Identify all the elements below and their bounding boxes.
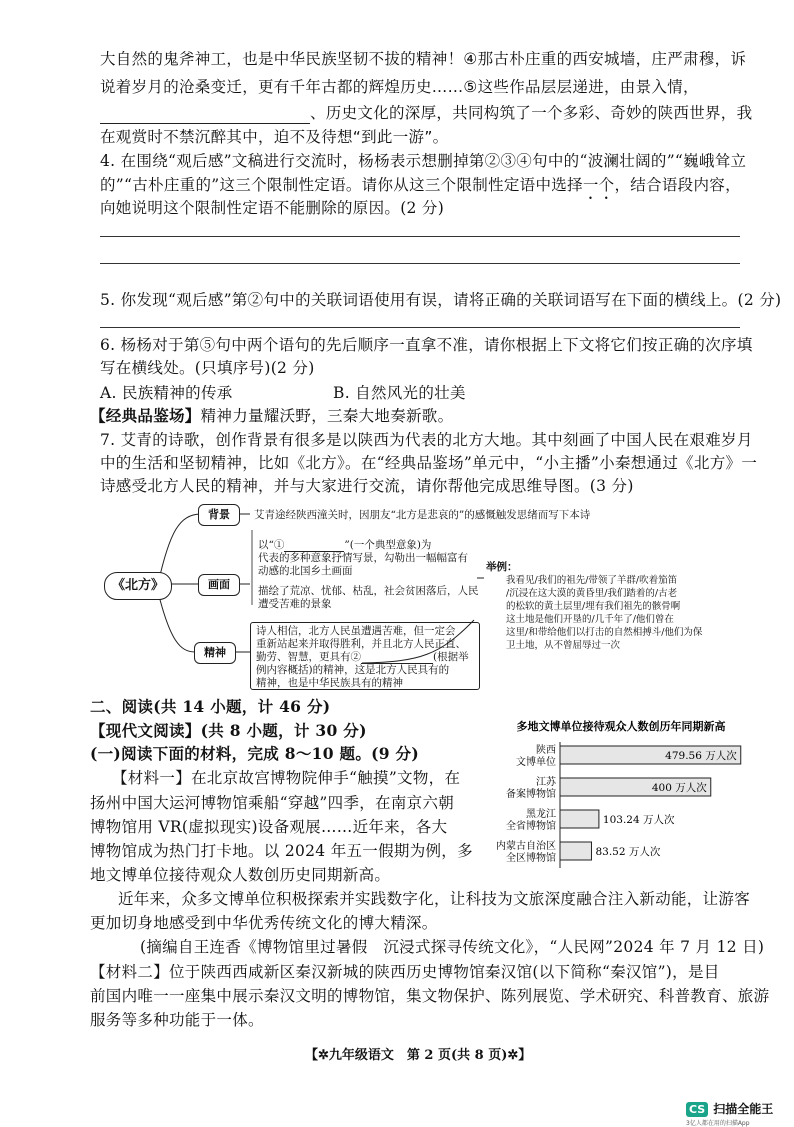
mindmap-ex-line-5: 这里/和带给他们以打击的自然相搏斗/他们为保	[506, 627, 703, 638]
q7-line-3: 诗感受北方人民的精神，并与大家进行交流，请你帮他完成思维导图。(3 分)	[100, 477, 634, 495]
mindmap-node-picture: 画面	[198, 574, 240, 596]
mindmap-sp-line-2: 重新站起来并取得胜利，并且北方人民正直、	[256, 638, 466, 650]
mindmap-pic-line-1a: 以“①	[258, 539, 285, 551]
page-footer: 【✲九年级语文 第 2 页(共 8 页)✲】	[305, 1048, 532, 1063]
mindmap-sp-line-3	[256, 650, 469, 664]
mindmap-ex-line-4: 这土地是他们开垦的/几千年了/他们曾在	[506, 614, 674, 625]
chart-category-label: 黑龙江	[526, 809, 556, 820]
section-classic-text: 精神力量耀沃野，三秦大地奏新歌。	[200, 407, 454, 425]
mindmap-pic-line-1	[258, 538, 431, 552]
q4-line-2a: 的”“古朴庄重的”这三个限制性定语。请你从这三个限制性定语中选择	[100, 176, 583, 194]
mindmap-sp-line-3b: (根据举	[433, 651, 469, 663]
reading-modern: 【现代文阅读】(共 8 小题，计 30 分)	[90, 721, 367, 740]
mindmap-sp-line-5: 精神，也是中华民族具有的精神	[256, 677, 403, 689]
mindmap-node-spirit: 精神	[194, 642, 236, 664]
scanner-name: 扫描全能王	[713, 1102, 774, 1116]
chart-category-label: 全省博物馆	[506, 821, 556, 832]
chart-category-label: 全区博物馆	[506, 853, 556, 864]
mindmap-ex-line-3: 的松软的黄土层里/埋有我们祖先的骸骨啊	[506, 601, 681, 612]
mindmap-pic-line-4: 描绘了荒凉、忧郁、枯乱，社会贫困落后，人民	[258, 585, 479, 597]
material-2-line-2: 前国内唯一一座集中展示秦汉文明的博物馆，集文物保护、陈列展览、学术研究、科普教育、旅游	[90, 987, 770, 1005]
q4-line-2b: ，结合语段内容，	[614, 176, 741, 194]
mindmap-sp-line-1: 诗人相信，北方人民虽遭遇苦难，但一定会	[256, 625, 456, 637]
mindmap-sp-line-3a: 勤劳、智慧，更具有②	[256, 651, 361, 663]
mindmap-sp-line-4: 例内容概括)的精神，这是北方人民具有的	[256, 664, 450, 676]
material-1-line-1: 【材料一】在北京故宫博物院伸手“触摸”文物，在	[112, 769, 461, 787]
mindmap-ex-line-1: 我看见/我们的祖先/带领了羊群/吹着笳笛	[506, 575, 678, 586]
q4-line-1: 4. 在围绕“观后感”文稿进行交流时，杨杨表示想删掉第②③④句中的“波澜壮阔的”“巍峨耸立	[100, 152, 747, 170]
chart-category-label: 文博单位	[516, 757, 556, 768]
mindmap-node-background: 背景	[198, 504, 240, 526]
q7-line-2: 中的生活和坚韧精神，比如《北方》。在“经典品鉴场”单元中，“小主播”小秦想通过《北方》一	[100, 454, 758, 472]
chart-value-label: 103.24 万人次	[602, 814, 675, 826]
chart-svg	[476, 718, 766, 878]
source-line: (摘编自王连香《博物馆里过暑假 沉浸式探寻传统文化》，“人民网”2024 年 7 月 12 日)	[140, 938, 765, 956]
chart-value-label: 83.52 万人次	[595, 846, 661, 858]
section-classic-label: 【经典品鉴场】	[90, 406, 201, 425]
chart-bar	[560, 810, 599, 828]
mindmap-example-title: 举例：	[486, 561, 518, 573]
reading-part-1: (一)阅读下面的材料，完成 8～10 题。(9 分)	[90, 744, 419, 763]
q4-line-3: 向她说明这个限制性定语不能删除的原因。(2 分)	[100, 199, 445, 217]
visitor-bar-chart	[476, 718, 766, 878]
para-2-line-1: 近年来，众多文博单位积极探索并实践数字化，让科技为文旅深度融合注入新动能，让游客	[118, 890, 751, 908]
chart-category-label: 江苏	[536, 777, 556, 788]
chart-value-label: 400 万人次	[651, 782, 707, 794]
essay-line-4: 在观赏时不禁沉醉其中，迫不及待想“到此一游”。	[100, 128, 449, 146]
chart-value-label: 479.56 万人次	[665, 750, 737, 762]
mindmap-pic-line-2: 代表的多种意象抒情写景，勾勒出一幅幅富有	[258, 552, 468, 564]
mindmap-bg-text: 艾青途经陕西潼关时，因朋友“北方是悲哀的”的感慨触发思绪而写下本诗	[254, 509, 591, 521]
material-1-line-2: 扬州中国大运河博物馆乘船“穿越”四季，在南京六朝	[90, 794, 455, 812]
mindmap-center: 《北方》	[104, 572, 172, 600]
scanner-sub: 3亿人都在用的扫描App	[686, 1120, 750, 1127]
chart-title: 多地文博单位接待观众人数创历年同期新高	[516, 720, 726, 733]
para-2-line-2: 更加切身地感受到中华优秀传统文化的博大精深。	[90, 914, 438, 932]
chart-category-label: 内蒙古自治区	[496, 841, 556, 852]
q6-line-1: 6. 杨杨对于第⑤句中两个语句的先后顺序一直拿不准，请你根据上下文将它们按正确的次序填	[100, 336, 753, 354]
essay-line-2: 说着岁月的沧桑变迁，更有千年古都的辉煌历史……⑤这些作品层层递进，由景入情，	[100, 78, 699, 96]
q6-option-b: B. 自然风光的壮美	[333, 384, 466, 402]
material-1-line-4: 博物馆成为热门打卡地。以 2024 年五一假期为例，多	[90, 842, 473, 860]
chart-category-label: 陕西	[536, 745, 556, 756]
reading-header: 二、阅读(共 14 小题，计 46 分)	[90, 697, 331, 716]
essay-line-3-text: 、历史文化的深厚，共同构筑了一个多彩、奇妙的陕西世界，我	[310, 104, 753, 122]
material-2-line-3: 服务等多种功能于一体。	[90, 1011, 264, 1029]
mindmap-pic-line-3: 动感的北国乡土画面	[258, 565, 353, 577]
essay-line-1: 大自然的鬼斧神工，也是中华民族坚韧不拔的精神！④那古朴庄重的西安城墙，庄严肃穆，诉	[100, 50, 747, 68]
chart-category-label: 备案博物馆	[506, 789, 556, 800]
q7-line-1: 7. 艾青的诗歌，创作背景有很多是以陕西为代表的北方大地。其中刻画了中国人民在艰难岁月	[100, 431, 753, 449]
scanner-logo: CS	[686, 1102, 708, 1117]
q4-emphasis: 一个	[582, 176, 615, 194]
mindmap-pic-line-1b: ”(一个典型意象)为	[344, 539, 432, 551]
scanner-watermark	[686, 1098, 773, 1127]
material-1-line-5: 地文博单位接待观众人数创历史同期新高。	[90, 866, 391, 884]
mindmap-ex-line-6: 卫土地，从不曾屈辱过一次	[506, 640, 621, 651]
material-1-line-3: 博物馆用 VR(虚拟现实)设备观展……近年来，各大	[90, 818, 448, 836]
material-2-line-1: 【材料二】位于陕西西咸新区秦汉新城的陕西历史博物馆秦汉馆(以下简称“秦汉馆”)，是目	[90, 963, 720, 981]
q6-option-a: A. 民族精神的传承	[100, 384, 233, 402]
chart-bar	[560, 842, 591, 860]
mindmap-ex-line-2: /沉浸在这大漠的黄昏里/我们踏着的/古老	[506, 588, 678, 599]
q5-line-1: 5. 你发现“观后感”第②句中的关联词语使用有误，请将正确的关联词语写在下面的横线上。(2 分)	[100, 291, 782, 309]
q6-line-2: 写在横线处。(只填序号)(2 分)	[100, 359, 315, 377]
mindmap-pic-line-5: 遭受苦难的景象	[258, 598, 332, 610]
